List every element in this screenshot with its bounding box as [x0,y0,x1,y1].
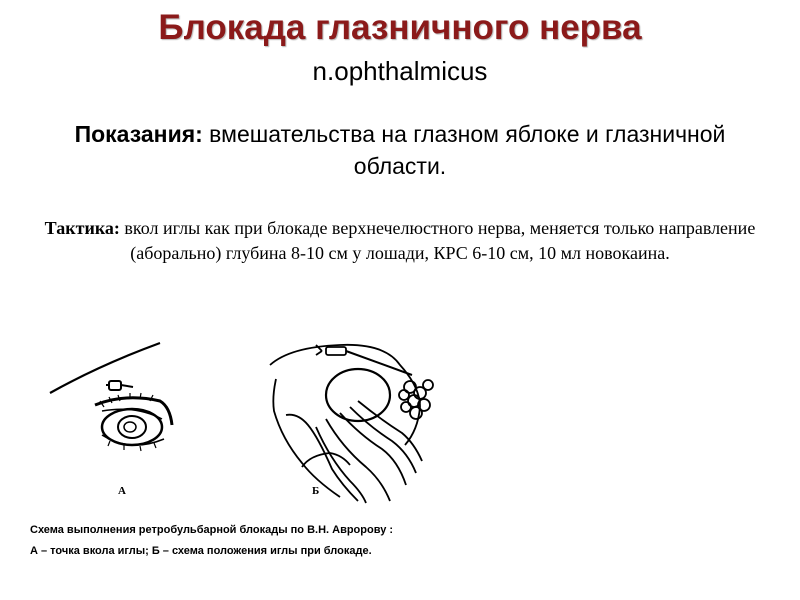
tactics-paragraph [30,216,770,266]
slide-title: Блокада глазничного нерва [158,8,642,47]
tactics-text: вкол иглы как при блокаде верхнечелюстного нерва, меняется только направление (аборально) глубина 8-10 см у лошади, КРС 6-10 см, 10 мл новокаина. [119,218,756,263]
indications-label: Показания: [74,121,203,147]
tactics-label: Тактика: [44,218,120,238]
slide-subtitle: n.ophthalmicus [312,56,488,86]
figure-label-b: Б [312,485,320,497]
figure-label-a: А [118,485,126,497]
caption-line-1: Схема выполнения ретробульбарной блокады по В.Н. Авророву : [30,524,394,536]
eye-diagram-a [50,343,172,451]
eye-diagram-b [270,345,433,503]
indications-paragraph [60,118,740,182]
figure-caption [30,520,530,562]
caption-line-2: А – точка вкола иглы; Б – схема положения иглы при блокаде. [30,545,372,557]
nerve-block-illustration [40,335,470,505]
indications-text: вмешательства на глазном яблоке и глазничной области. [202,121,726,179]
needle-hub-icon [106,381,133,390]
